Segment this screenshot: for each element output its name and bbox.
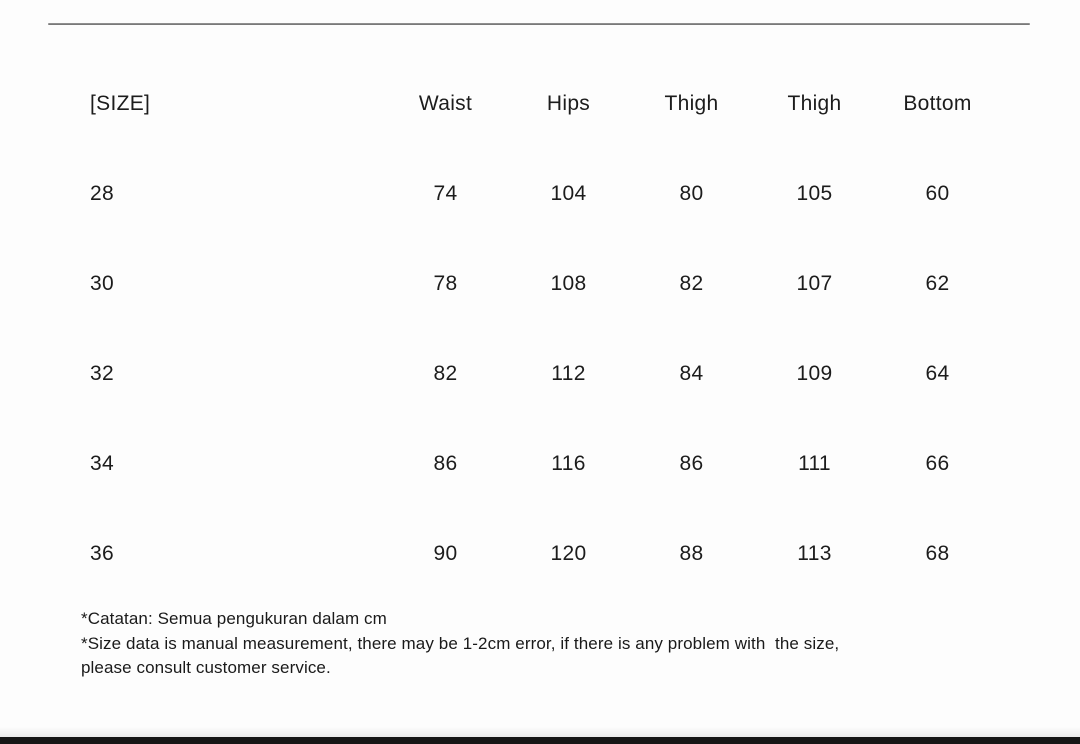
thigh2-cell: 109 (796, 362, 833, 385)
hips-cell: 108 (550, 272, 587, 295)
table-row-size-28 (0, 149, 999, 239)
measurement-notes (81, 607, 839, 681)
thigh-cell: 80 (679, 182, 704, 205)
size-cell: 30 (90, 272, 114, 295)
waist-cell: 82 (433, 362, 458, 385)
bottom-cell: 66 (925, 452, 950, 475)
hips-column-header: Hips (546, 92, 591, 115)
size-cell: 34 (90, 452, 114, 475)
thigh2-cell: 107 (796, 272, 833, 295)
size-column-header: [SIZE] (90, 92, 151, 115)
size-cell: 28 (90, 182, 114, 205)
size-cell: 36 (90, 542, 114, 565)
table-row-size-34 (0, 419, 999, 509)
thigh-cell: 86 (679, 452, 704, 475)
hips-cell: 116 (551, 452, 586, 475)
thigh-cell: 82 (679, 272, 704, 295)
hips-cell: 120 (550, 542, 587, 565)
table-row-size-36 (0, 509, 999, 599)
size-chart-body (0, 149, 999, 599)
bottom-cell: 64 (925, 362, 950, 385)
header-row (0, 59, 999, 149)
bottom-shadow-band (0, 727, 1080, 737)
thigh-cell: 84 (679, 362, 704, 385)
size-cell: 32 (90, 362, 114, 385)
waist-cell: 74 (433, 182, 458, 205)
bottom-cell: 68 (925, 542, 950, 565)
note-customer-service: please consult customer service. (81, 658, 331, 677)
hips-cell: 104 (550, 182, 587, 205)
top-divider-rule (48, 23, 1030, 25)
bottom-cell: 60 (925, 182, 950, 205)
bottom-edge-bar (0, 737, 1080, 744)
size-chart-header (0, 59, 999, 149)
waist-cell: 78 (433, 272, 458, 295)
thigh-cell: 88 (679, 542, 704, 565)
thigh2-column-header: Thigh (787, 92, 842, 115)
table-row-size-32 (0, 329, 999, 419)
thigh2-cell: 105 (796, 182, 833, 205)
bottom-column-header: Bottom (903, 92, 972, 115)
hips-cell: 112 (551, 362, 586, 385)
waist-cell: 86 (433, 452, 458, 475)
bottom-cell: 62 (925, 272, 950, 295)
table-row-size-30 (0, 239, 999, 329)
size-chart-table (0, 59, 999, 599)
thigh2-cell: 113 (797, 542, 832, 565)
waist-column-header: Waist (418, 92, 473, 115)
waist-cell: 90 (433, 542, 458, 565)
note-catatan: *Catatan: Semua pengukuran dalam cm (81, 609, 387, 628)
note-size-disclaimer: *Size data is manual measurement, there may be 1-2cm error, if there is any problem with the size, (81, 633, 840, 653)
thigh-column-header: Thigh (664, 92, 719, 115)
thigh2-cell: 111 (798, 452, 831, 475)
